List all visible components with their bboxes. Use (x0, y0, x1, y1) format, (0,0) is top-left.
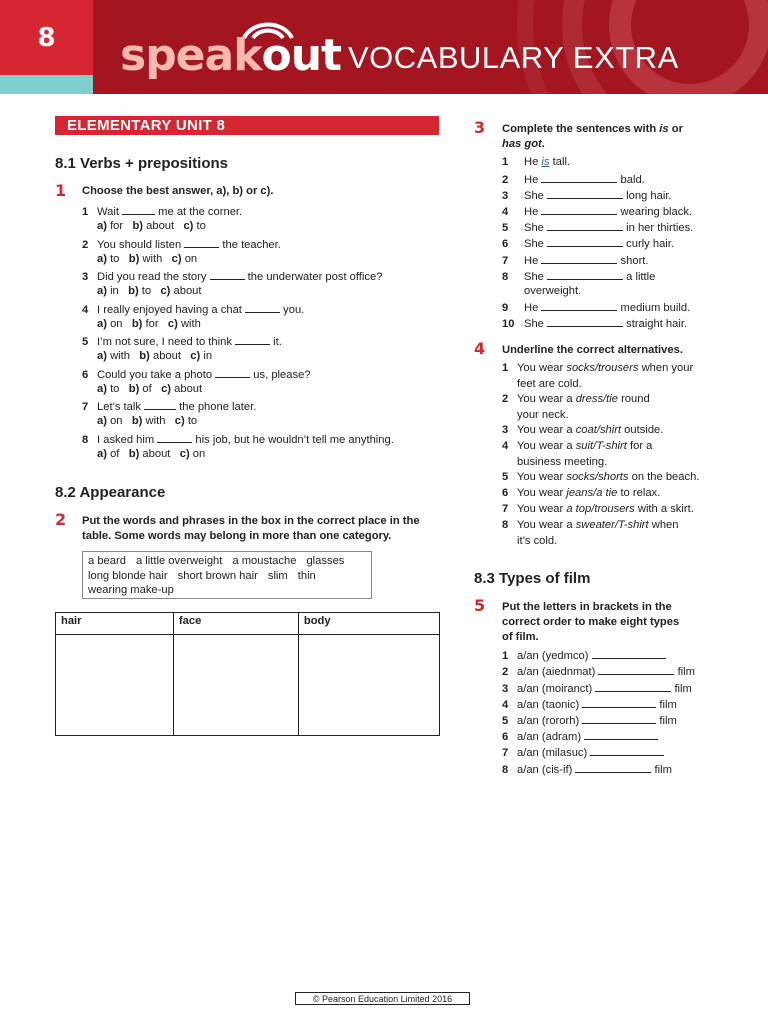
section-heading-8-1: 8.1 Verbs + prepositions (55, 155, 228, 172)
sentence-number: 5 (502, 222, 509, 234)
sentence-number: 7 (502, 255, 509, 267)
film-text: a/an (yedmco) (517, 650, 592, 662)
answer-blank[interactable] (541, 252, 617, 264)
question-text: me at the corner. (155, 206, 243, 218)
sentence-text: She (524, 318, 548, 330)
sentence-text: outside. (621, 424, 664, 436)
word-box (82, 551, 372, 599)
question-number: 3 (82, 271, 89, 283)
word-box-item: slim (267, 569, 288, 582)
film-line (502, 647, 666, 664)
sentence-text: round (617, 393, 650, 405)
section-heading-8-2: 8.2 Appearance (55, 484, 166, 501)
option-label: a) (97, 318, 111, 330)
option-label: c) (180, 350, 204, 362)
sentence-line (502, 518, 679, 533)
answer-blank[interactable] (582, 696, 656, 708)
exercise-4-instruction: Underline the correct alternatives. (502, 344, 683, 356)
film-number: 2 (502, 666, 509, 678)
sentence-number: 8 (502, 271, 509, 283)
options-line (97, 414, 197, 429)
word-box-row-1 (88, 554, 366, 569)
sentence-text: She (524, 238, 548, 250)
sentence-line (502, 203, 692, 220)
sentence-text: when your (638, 362, 694, 374)
option-text[interactable]: in (110, 285, 119, 297)
option-text[interactable]: to (196, 220, 206, 232)
answer-blank[interactable] (547, 315, 623, 327)
sentence-continuation: it’s cold. (517, 535, 558, 547)
option-label: a) (97, 253, 111, 265)
option-text[interactable]: to (187, 415, 198, 427)
question-number: 1 (82, 206, 89, 218)
sentence-line (502, 392, 650, 407)
film-line (502, 712, 677, 729)
sentence-line (502, 470, 699, 485)
answer-blank[interactable] (582, 712, 656, 724)
answer-blank[interactable] (184, 236, 219, 248)
sentence-text: She (524, 271, 548, 283)
sentence-text: You wear (517, 503, 567, 515)
sentence-continuation: business meeting. (517, 456, 608, 468)
question-text: Did you read the story (97, 271, 210, 283)
film-number: 1 (502, 650, 509, 662)
question-text: the teacher. (219, 239, 281, 251)
sentence-line (502, 219, 693, 236)
option-label: a) (97, 415, 111, 427)
table-cell-body[interactable] (298, 635, 439, 736)
answer-blank[interactable] (541, 299, 617, 311)
question-number: 4 (82, 304, 89, 316)
film-number: 4 (502, 699, 509, 711)
option-label: b) (122, 415, 146, 427)
alternatives-choice[interactable]: a top/trousers (566, 503, 635, 515)
exercise-2-instruction-line-2: table. Some words may belong in more than one category. (82, 530, 392, 542)
options-line (97, 284, 202, 299)
film-number: 3 (502, 683, 509, 695)
option-text[interactable]: with (145, 415, 166, 427)
answer-blank[interactable] (547, 268, 623, 280)
question-line (82, 366, 311, 383)
option-label: c) (162, 253, 185, 265)
sentence-text: You wear a (517, 440, 576, 452)
sentence-text: a little (623, 271, 656, 283)
question-text: his job, but he wouldn’t tell me anything. (192, 434, 394, 446)
sentence-text: straight hair. (623, 318, 688, 330)
exercise-number-3: 3 (474, 118, 486, 137)
sentence-text: He (524, 206, 542, 218)
option-text[interactable]: of (110, 448, 120, 460)
film-text: film (671, 683, 692, 695)
alternatives-choice[interactable]: coat/shirt (575, 424, 622, 436)
answer-blank[interactable] (575, 761, 651, 773)
film-line (502, 744, 664, 761)
sentence-number: 3 (502, 190, 509, 202)
exercise-2-instruction-line-1: Put the words and phrases in the box in the correct place in the (82, 515, 420, 527)
sentence-text: long hair. (623, 190, 672, 202)
sentence-number: 10 (502, 318, 515, 330)
option-label: b) (118, 285, 142, 297)
question-text: the underwater post office? (244, 271, 383, 283)
options-line (97, 317, 201, 332)
film-text: a/an (milasuc) (517, 747, 591, 759)
copyright-footer: © Pearson Education Limited 2016 (295, 992, 470, 1005)
alternatives-choice[interactable]: socks/trousers (566, 362, 639, 374)
table-header-face: face (173, 613, 298, 635)
sentence-number: 2 (502, 174, 509, 186)
sentence-number: 4 (502, 440, 509, 452)
option-text[interactable]: in (203, 350, 213, 362)
question-line (82, 301, 304, 318)
alternatives-choice[interactable]: dress/tie (575, 393, 618, 405)
option-label: a) (97, 220, 111, 232)
sentence-line (502, 155, 570, 170)
film-text: a/an (cis-if) (517, 764, 576, 776)
option-text[interactable]: for (110, 220, 124, 232)
film-number: 8 (502, 764, 509, 776)
sentence-text: in her thirties. (623, 222, 694, 234)
option-label: b) (119, 253, 143, 265)
sentence-text: She (524, 190, 548, 202)
answer-blank[interactable] (245, 301, 280, 313)
option-text[interactable]: on (110, 415, 123, 427)
sentence-text: You wear a (517, 424, 576, 436)
option-text[interactable]: to (110, 383, 120, 395)
option-label: a) (97, 350, 111, 362)
option-text[interactable]: for (145, 318, 159, 330)
exercise-5-instruction: Put the letters in brackets in the correct order to make eight types of film. (502, 601, 680, 643)
option-text[interactable]: on (184, 253, 198, 265)
option-text[interactable]: about (174, 383, 203, 395)
option-label: a) (97, 285, 111, 297)
sentence-line (502, 439, 652, 454)
exercise-1-instruction: Choose the best answer, a), b) or c). (82, 185, 274, 197)
sentence-text: You wear (517, 471, 567, 483)
sentence-text: to relax. (617, 487, 661, 499)
sentence-line (502, 268, 655, 285)
question-text: you. (280, 304, 305, 316)
answer-blank[interactable] (598, 663, 674, 675)
option-text[interactable]: of (142, 383, 152, 395)
brand-logo: speakout (120, 30, 342, 81)
option-text[interactable]: with (142, 253, 163, 265)
sentence-number: 9 (502, 302, 509, 314)
option-text[interactable]: on (192, 448, 206, 460)
film-number: 5 (502, 715, 509, 727)
answer-blank[interactable] (547, 219, 623, 231)
answer-blank[interactable] (590, 744, 664, 756)
option-label: b) (119, 383, 143, 395)
exercise-number-1: 1 (55, 181, 67, 200)
exercise-number-5: 5 (474, 596, 486, 615)
option-label: a) (97, 448, 111, 460)
word-box-item: long blonde hair (88, 569, 168, 582)
answer-blank[interactable] (235, 333, 270, 345)
sentence-text: for a (626, 440, 653, 452)
unit-title-bar: ELEMENTARY UNIT 8 (55, 116, 439, 135)
option-text[interactable]: about (142, 448, 171, 460)
option-text[interactable]: about (152, 350, 181, 362)
option-text[interactable]: with (110, 350, 130, 362)
sentence-number: 1 (502, 156, 509, 168)
sentence-continuation: overweight. (524, 285, 582, 297)
sentence-number: 4 (502, 206, 509, 218)
answer-blank[interactable] (157, 431, 192, 443)
table-cell-hair[interactable] (56, 635, 174, 736)
exercise-number-2: 2 (55, 510, 67, 529)
question-line (82, 236, 281, 253)
sentence-text: wearing black. (617, 206, 693, 218)
options-line (97, 382, 202, 397)
answer-blank[interactable] (584, 728, 658, 740)
film-line (502, 728, 658, 745)
option-label: a) (97, 383, 111, 395)
option-text[interactable]: about (146, 220, 175, 232)
question-number: 7 (82, 401, 89, 413)
question-number: 2 (82, 239, 89, 251)
header-title: VOCABULARY EXTRA (348, 40, 679, 75)
film-text: film (674, 666, 695, 678)
film-text: film (651, 764, 672, 776)
sentence-line (502, 361, 693, 376)
sentence-number: 6 (502, 238, 509, 250)
sentence-text: medium build. (617, 302, 691, 314)
question-line (82, 333, 282, 350)
question-text: the phone later. (176, 401, 257, 413)
question-line (82, 398, 256, 415)
question-text: I’m not sure, I need to think (97, 336, 236, 348)
teal-strip (0, 75, 93, 94)
sentence-line (502, 235, 674, 252)
sentence-text: He (524, 174, 542, 186)
sentence-line (502, 187, 672, 204)
answer-blank[interactable] (595, 680, 671, 692)
question-line (82, 203, 242, 220)
option-label: b) (129, 350, 153, 362)
sentence-text: You wear (517, 362, 567, 374)
sentence-text: with a skirt. (634, 503, 694, 515)
unit-number-badge: 8 (0, 0, 93, 75)
options-line (97, 252, 197, 267)
sentence-line (502, 315, 687, 332)
question-number: 5 (82, 336, 89, 348)
sentence-text: You wear (517, 487, 567, 499)
sentence-continuation: feet are cold. (517, 378, 582, 390)
exercise-2-instruction (82, 514, 420, 544)
film-line (502, 663, 695, 680)
film-line (502, 696, 677, 713)
question-line (82, 431, 394, 448)
question-number: 6 (82, 369, 89, 381)
sentence-number: 6 (502, 487, 509, 499)
exercise-3-instruction: Complete the sentences with is or has got. (502, 123, 683, 150)
sentence-text: You wear a (517, 393, 576, 405)
alternatives-choice[interactable]: jeans/a tie (566, 487, 618, 499)
film-line (502, 680, 692, 697)
sentence-text: short. (617, 255, 649, 267)
answer-blank[interactable] (144, 398, 176, 410)
answer-blank[interactable] (547, 235, 623, 247)
option-label: c) (170, 448, 193, 460)
question-text: Wait (97, 206, 123, 218)
film-text: a/an (taonic) (517, 699, 583, 711)
word-box-item: thin (297, 569, 316, 582)
option-label: c) (165, 415, 188, 427)
question-text: I really enjoyed having a chat (97, 304, 246, 316)
sentence-continuation: your neck. (517, 409, 569, 421)
option-text[interactable]: to (141, 285, 152, 297)
film-line (502, 761, 672, 778)
film-text: a/an (moiranct) (517, 683, 596, 695)
exercise-number-4: 4 (474, 339, 486, 358)
answer-blank[interactable] (541, 203, 617, 215)
film-text: a/an (adram) (517, 731, 585, 743)
answer-blank[interactable] (592, 647, 666, 659)
alternatives-choice[interactable]: sweater/T-shirt (575, 519, 649, 531)
table-header-hair: hair (56, 613, 174, 635)
sentence-text: when (648, 519, 679, 531)
sentence-number: 5 (502, 471, 509, 483)
sentence-text: She (524, 222, 548, 234)
sentence-line (502, 502, 694, 517)
answer-blank[interactable] (547, 187, 623, 199)
sentence-number: 7 (502, 503, 509, 515)
word-box-row-3 (88, 583, 366, 598)
sentence-text: He (524, 255, 542, 267)
appearance-table (55, 612, 440, 736)
sentence-number: 3 (502, 424, 509, 436)
option-text[interactable]: to (110, 253, 120, 265)
sentence-text: on the beach. (628, 471, 700, 483)
answer-blank[interactable] (122, 203, 155, 215)
word-box-item: glasses (306, 555, 345, 567)
sentence-text: He (524, 302, 542, 314)
section-heading-8-3: 8.3 Types of film (474, 570, 591, 587)
word-box-row-2 (88, 569, 366, 584)
word-box-item: a beard (88, 555, 126, 567)
table-header-body: body (298, 613, 439, 635)
option-text[interactable]: on (110, 318, 123, 330)
question-text: it. (270, 336, 282, 348)
options-line (97, 219, 206, 234)
word-box-item: wearing make-up (88, 584, 174, 596)
option-label: c) (151, 383, 175, 395)
question-text: Let’s talk (97, 401, 145, 413)
film-text: a/an (aiednmat) (517, 666, 599, 678)
word-box-item: a moustache (232, 555, 297, 567)
sentence-text: tall. (549, 156, 571, 168)
sentence-text: bald. (617, 174, 645, 186)
answer-blank[interactable] (210, 268, 245, 280)
option-label: b) (122, 318, 146, 330)
film-number: 7 (502, 747, 509, 759)
question-text: I asked him (97, 434, 158, 446)
question-number: 8 (82, 434, 89, 446)
film-number: 6 (502, 731, 509, 743)
sentence-line (502, 486, 660, 501)
option-label: c) (158, 318, 181, 330)
alternatives-choice[interactable]: suit/T-shirt (575, 440, 627, 452)
sentence-line (502, 171, 645, 188)
word-box-item: short brown hair (177, 569, 258, 582)
option-label: b) (123, 220, 147, 232)
table-cell-face[interactable] (173, 635, 298, 736)
film-text: film (656, 715, 677, 727)
film-text: a/an (rororh) (517, 715, 583, 727)
option-text[interactable]: about (173, 285, 202, 297)
option-text[interactable]: with (180, 318, 201, 330)
sentence-text: curly hair. (623, 238, 674, 250)
film-text: film (656, 699, 677, 711)
sentence-line (502, 423, 663, 438)
alternatives-choice[interactable]: socks/shorts (566, 471, 629, 483)
example-answer: is (541, 156, 550, 168)
question-line (82, 268, 382, 285)
question-text: us, please? (250, 369, 311, 381)
answer-blank[interactable] (215, 366, 250, 378)
question-text: You should listen (97, 239, 185, 251)
option-label: b) (119, 448, 143, 460)
answer-blank[interactable] (541, 171, 617, 183)
sentence-number: 1 (502, 362, 509, 374)
option-label: c) (151, 285, 174, 297)
sentence-line (502, 252, 649, 269)
options-line (97, 349, 212, 364)
sentence-number: 2 (502, 393, 509, 405)
word-box-item: a little overweight (135, 555, 223, 567)
sentence-line (502, 299, 690, 316)
option-label: c) (174, 220, 197, 232)
question-text: Could you take a photo (97, 369, 216, 381)
sentence-number: 8 (502, 519, 509, 531)
options-line (97, 447, 205, 462)
sentence-text: He (524, 156, 542, 168)
page-header (0, 0, 768, 94)
sentence-text: You wear a (517, 519, 576, 531)
